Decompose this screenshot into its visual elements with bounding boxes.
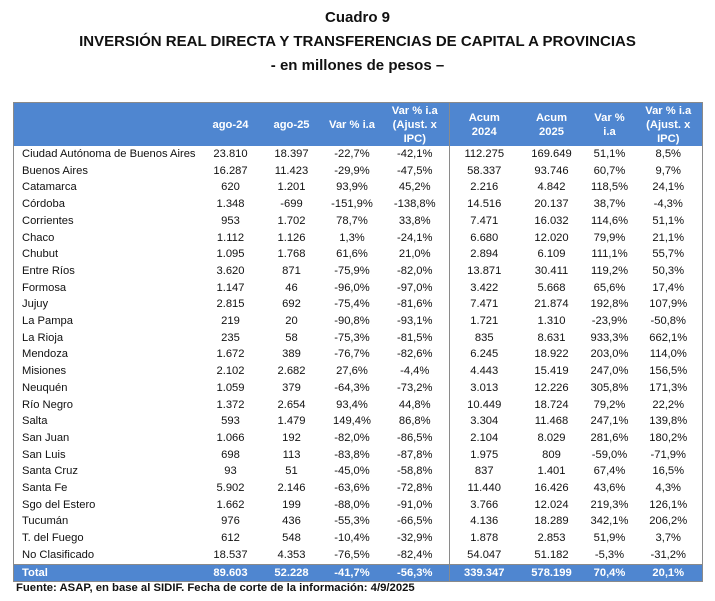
cell-acum-var-ia: 51,9% — [593, 532, 626, 545]
cell-var-ia-ipc: -24,1% — [397, 231, 433, 244]
cell-acum-var-ia: 118,5% — [590, 181, 629, 194]
cell-acum-2024: 3.304 — [450, 413, 519, 430]
cell-acum-var-ia: 119,2% — [590, 264, 629, 277]
cell-acum-2024: 3.766 — [450, 497, 519, 514]
cell-acum-2025: 20.137 — [534, 198, 569, 211]
cell-acum-var-ia-ipc: 51,1% — [652, 214, 685, 227]
cell-acum-var-ia: 203,0% — [590, 348, 629, 361]
cell-acum-2024: 2.216 — [450, 179, 519, 196]
total-row — [14, 564, 703, 581]
cell-var-ia-ipc: -93,1% — [397, 315, 433, 328]
province-name: Misiones — [22, 365, 67, 378]
cell-var-ia-ipc: 21,0% — [398, 248, 431, 261]
province-name: La Pampa — [22, 315, 73, 328]
cell-acum-var-ia-ipc: 21,1% — [652, 231, 685, 244]
cell-acum-var-ia: -59,0% — [591, 448, 628, 461]
total-acum-var-ia: 70,4% — [585, 564, 635, 581]
cell-var-ia: 27,6% — [336, 365, 368, 378]
cell-acum-var-ia-ipc: 139,8% — [649, 415, 688, 428]
column-header-acum-var-ia — [585, 103, 635, 147]
cell-var-ia-ipc: -66,5% — [397, 515, 433, 528]
province-name: T. del Fuego — [22, 532, 84, 545]
cell-acum-var-ia: 305,8% — [590, 381, 629, 394]
column-header-line1: Var % i.a — [391, 104, 438, 117]
column-header-var-ia-ipc — [381, 103, 450, 147]
cell-ago-24: 1.112 — [216, 231, 245, 244]
cell-ago-25: 871 — [282, 264, 301, 277]
cell-ago-25: 4.353 — [277, 548, 306, 561]
province-name: Buenos Aires — [22, 164, 88, 177]
total-acum-var-ia-ipc: 20,1% — [635, 564, 703, 581]
column-header-line1: Var % — [594, 111, 625, 124]
province-name: Salta — [22, 415, 48, 428]
cell-acum-var-ia: 114,6% — [590, 214, 629, 227]
total-ago-24: 89.603 — [202, 564, 260, 581]
cell-ago-24: 2.815 — [216, 298, 245, 311]
cell-var-ia: -55,3% — [334, 515, 370, 528]
cell-var-ia: -75,4% — [334, 298, 370, 311]
cell-var-ia-ipc: 33,8% — [398, 214, 431, 227]
cuadro-number: Cuadro 9 — [324, 9, 390, 26]
cell-ago-24: 1.066 — [216, 431, 245, 444]
cell-ago-24: 23.810 — [213, 148, 248, 160]
cell-ago-24: 612 — [221, 532, 240, 545]
cell-acum-2025: 12.020 — [534, 231, 569, 244]
cell-acum-2025: 8.029 — [537, 431, 566, 444]
column-header-line1: Var % i.a — [645, 104, 692, 117]
table-row — [14, 530, 703, 547]
cell-var-ia-ipc: -82,4% — [397, 548, 433, 561]
table-row — [14, 363, 703, 380]
cell-var-ia: -90,8% — [334, 315, 370, 328]
cell-acum-2025: 51.182 — [534, 548, 569, 561]
table-row — [14, 497, 703, 514]
cell-acum-var-ia-ipc: -50,8% — [650, 315, 686, 328]
province-name: Mendoza — [22, 348, 69, 361]
table-row — [14, 263, 703, 280]
cell-acum-2025: 15.419 — [534, 365, 569, 378]
cell-acum-2025: 11.468 — [534, 415, 569, 428]
table-row — [14, 447, 703, 464]
column-header-line1: Var % i.a — [328, 118, 376, 131]
province-name: Río Negro — [22, 398, 73, 411]
total-var-ia-ipc: -56,3% — [381, 564, 450, 581]
cell-acum-2025: 30.411 — [534, 264, 569, 277]
cell-acum-2025: 93.746 — [534, 164, 569, 177]
cell-ago-25: 1.479 — [277, 415, 306, 428]
cell-var-ia-ipc: -86,5% — [397, 431, 433, 444]
cell-acum-var-ia: 342,1% — [590, 515, 629, 528]
table-row — [14, 380, 703, 397]
cell-ago-25: 1.201 — [277, 181, 306, 194]
cell-acum-var-ia-ipc: 55,7% — [652, 248, 685, 261]
total-acum-2025: 578.199 — [519, 564, 585, 581]
cell-ago-24: 1.348 — [216, 198, 245, 211]
table-row — [14, 463, 703, 480]
cell-acum-2024: 835 — [450, 330, 519, 347]
cell-acum-2025: 1.401 — [537, 465, 566, 478]
cell-ago-25: 2.146 — [277, 482, 306, 495]
column-header-line1: ago-24 — [212, 118, 249, 131]
cell-acum-2024: 2.894 — [450, 246, 519, 263]
province-name: No Clasificado — [22, 548, 95, 561]
cell-acum-2025: 18.289 — [534, 515, 569, 528]
cell-var-ia-ipc: -72,8% — [397, 482, 433, 495]
cell-acum-var-ia: 247,0% — [590, 365, 629, 378]
cell-ago-24: 18.537 — [213, 548, 248, 561]
province-name: Jujuy — [22, 298, 49, 311]
cell-acum-2025: 6.109 — [537, 248, 566, 261]
cell-acum-var-ia: -23,9% — [591, 315, 628, 328]
cell-ago-25: 1.126 — [277, 231, 306, 244]
province-name: Corrientes — [22, 214, 74, 227]
cell-acum-2024: 3.422 — [450, 280, 519, 297]
cell-acum-var-ia-ipc: 171,3% — [649, 381, 688, 394]
cell-ago-25: 692 — [282, 298, 301, 311]
table-row — [14, 547, 703, 564]
cell-acum-2025: 1.310 — [537, 315, 566, 328]
table-title: INVERSIÓN REAL DIRECTA Y TRANSFERENCIAS DE CAPITAL A PROVINCIAS — [79, 33, 636, 50]
cell-ago-25: 2.654 — [277, 398, 306, 411]
cell-acum-2024: 11.440 — [450, 480, 519, 497]
cell-var-ia-ipc: 44,8% — [398, 398, 431, 411]
cell-var-ia-ipc: -42,1% — [397, 148, 433, 160]
cell-acum-var-ia-ipc: 9,7% — [655, 164, 681, 177]
table-row — [14, 280, 703, 297]
cell-acum-2025: 2.853 — [537, 532, 566, 545]
total-acum-2024: 339.347 — [450, 564, 519, 581]
province-name: Neuquén — [22, 381, 68, 394]
province-name: Santa Fe — [22, 482, 68, 495]
cell-acum-2024: 2.104 — [450, 430, 519, 447]
cell-acum-2025: 5.668 — [537, 281, 566, 294]
cell-ago-24: 593 — [221, 415, 240, 428]
cell-acum-2025: 16.032 — [534, 214, 569, 227]
source-note: Fuente: ASAP, en base al SIDIF. Fecha de corte de la información: 4/9/2025 — [16, 582, 415, 594]
cell-ago-25: 192 — [282, 431, 301, 444]
cell-ago-24: 3.620 — [216, 264, 245, 277]
cell-acum-2024: 4.136 — [450, 513, 519, 530]
cell-var-ia-ipc: -32,9% — [397, 532, 433, 545]
cell-acum-var-ia-ipc: 50,3% — [652, 264, 685, 277]
cell-var-ia-ipc: -58,8% — [397, 465, 433, 478]
province-name: Santa Cruz — [22, 465, 78, 478]
cell-acum-2025: 4.842 — [537, 181, 566, 194]
cell-ago-25: 548 — [282, 532, 301, 545]
cell-ago-25: 46 — [285, 281, 298, 294]
cell-ago-24: 1.059 — [216, 381, 245, 394]
table-row — [14, 397, 703, 414]
table-row — [14, 346, 703, 363]
cell-acum-2025: 12.226 — [534, 381, 569, 394]
column-header-acum-2025 — [519, 103, 585, 147]
table-subtitle: - en millones de pesos – — [270, 57, 445, 74]
cell-acum-var-ia-ipc: 180,2% — [649, 431, 688, 444]
cell-ago-25: 1.702 — [277, 214, 306, 227]
cell-ago-24: 1.372 — [216, 398, 245, 411]
cell-var-ia-ipc: -138,8% — [393, 198, 436, 211]
cell-ago-25: 113 — [282, 448, 301, 461]
province-name: Chaco — [22, 231, 55, 244]
table-row — [14, 230, 703, 247]
column-header-province — [14, 103, 202, 147]
cell-acum-var-ia: 65,6% — [593, 281, 626, 294]
cell-var-ia: 78,7% — [336, 214, 368, 227]
cell-ago-24: 620 — [221, 181, 240, 194]
cell-ago-24: 235 — [221, 331, 240, 344]
cell-ago-24: 1.147 — [216, 281, 245, 294]
cell-acum-2025: 8.631 — [537, 331, 566, 344]
cell-ago-25: -699 — [280, 198, 303, 211]
cell-acum-var-ia-ipc: 3,7% — [655, 532, 681, 545]
column-header-var-ia — [324, 103, 381, 147]
cell-ago-24: 698 — [221, 448, 240, 461]
cell-ago-24: 5.902 — [216, 482, 245, 495]
table-row — [14, 296, 703, 313]
cell-acum-var-ia-ipc: 24,1% — [652, 181, 685, 194]
province-name: Tucumán — [22, 515, 69, 528]
cell-var-ia: -22,7% — [334, 148, 370, 160]
column-header-acum-var-ia-ipc — [635, 103, 703, 147]
cell-var-ia: 93,4% — [336, 398, 368, 411]
cell-var-ia: -88,0% — [334, 498, 370, 511]
cell-ago-24: 1.672 — [216, 348, 245, 361]
cell-acum-2024: 14.516 — [450, 196, 519, 213]
cell-var-ia: -75,3% — [334, 331, 370, 344]
total-var-ia: -41,7% — [324, 564, 381, 581]
cell-acum-var-ia: 247,1% — [590, 415, 629, 428]
cell-ago-24: 219 — [221, 315, 240, 328]
province-name: Entre Ríos — [22, 264, 75, 277]
table-row — [14, 313, 703, 330]
table-row — [14, 179, 703, 196]
cell-acum-var-ia-ipc: 156,5% — [649, 365, 688, 378]
titles — [0, 6, 715, 78]
table-body — [14, 146, 703, 581]
cell-acum-var-ia-ipc: 17,4% — [652, 281, 685, 294]
cell-ago-25: 436 — [282, 515, 301, 528]
province-name: San Luis — [22, 448, 66, 461]
cell-ago-25: 389 — [282, 348, 301, 361]
cell-var-ia: -64,3% — [334, 381, 370, 394]
cell-var-ia-ipc: 45,2% — [398, 181, 431, 194]
cell-var-ia: 149,4% — [333, 415, 371, 428]
cell-acum-var-ia-ipc: -31,2% — [650, 548, 686, 561]
province-name: Formosa — [22, 281, 67, 294]
cell-acum-var-ia: 281,6% — [590, 431, 629, 444]
cell-acum-2024: 112.275 — [450, 146, 519, 163]
cell-var-ia: -96,0% — [334, 281, 370, 294]
cell-acum-var-ia: 67,4% — [593, 465, 626, 478]
cell-acum-var-ia: 51,1% — [593, 148, 626, 160]
cell-var-ia: -82,0% — [334, 431, 370, 444]
cell-var-ia-ipc: -73,2% — [397, 381, 433, 394]
cell-acum-var-ia-ipc: -71,9% — [650, 448, 686, 461]
cell-acum-var-ia: 60,7% — [593, 164, 626, 177]
cell-var-ia: -45,0% — [334, 465, 370, 478]
column-header-line2: (Ajust. x IPC) — [392, 118, 437, 145]
table-row — [14, 163, 703, 180]
table-row — [14, 413, 703, 430]
cell-ago-24: 1.662 — [216, 498, 245, 511]
cell-var-ia-ipc: -81,6% — [397, 298, 433, 311]
province-name: Sgo del Estero — [22, 498, 96, 511]
cell-ago-24: 2.102 — [216, 365, 245, 378]
cell-acum-2024: 6.245 — [450, 346, 519, 363]
cell-acum-2024: 3.013 — [450, 380, 519, 397]
cell-ago-25: 379 — [282, 381, 301, 394]
cell-ago-25: 18.397 — [274, 148, 309, 160]
cell-acum-2024: 837 — [450, 463, 519, 480]
cell-acum-var-ia-ipc: 4,3% — [655, 482, 681, 495]
cell-acum-2024: 4.443 — [450, 363, 519, 380]
total-ago-25: 52.228 — [260, 564, 324, 581]
cell-acum-var-ia: 38,7% — [593, 198, 626, 211]
province-name: Chubut — [22, 248, 59, 261]
cell-var-ia: -75,9% — [334, 264, 370, 277]
column-header-line1: Acum — [468, 111, 500, 124]
cell-ago-24: 93 — [224, 465, 237, 478]
table-row — [14, 330, 703, 347]
total-label: Total — [14, 564, 202, 581]
cell-acum-2024: 1.721 — [450, 313, 519, 330]
cell-acum-2025: 809 — [542, 448, 561, 461]
cell-var-ia: 61,6% — [336, 248, 368, 261]
cell-var-ia-ipc: -87,8% — [397, 448, 433, 461]
cell-acum-var-ia-ipc: 126,1% — [649, 498, 688, 511]
province-name: Catamarca — [22, 181, 77, 194]
column-header-ago-24 — [202, 103, 260, 147]
cell-ago-25: 58 — [285, 331, 298, 344]
column-header-line1: ago-25 — [273, 118, 310, 131]
province-name: Ciudad Autónoma de Buenos Aires — [22, 148, 196, 160]
cell-acum-2024: 58.337 — [450, 163, 519, 180]
cell-acum-var-ia-ipc: 662,1% — [649, 331, 688, 344]
cell-var-ia: -83,8% — [334, 448, 370, 461]
cell-ago-24: 976 — [221, 515, 240, 528]
cell-ago-25: 11.423 — [274, 164, 309, 177]
column-header-line2: 2024 — [471, 125, 497, 138]
cell-acum-2025: 16.426 — [534, 482, 569, 495]
cell-acum-var-ia: 111,1% — [591, 248, 628, 261]
table-row — [14, 146, 703, 163]
cell-acum-var-ia: 79,9% — [593, 231, 626, 244]
cell-acum-2025: 18.724 — [534, 398, 569, 411]
cell-var-ia-ipc: -81,5% — [397, 331, 433, 344]
table-row — [14, 213, 703, 230]
table-row — [14, 480, 703, 497]
column-header-line2: i.a — [603, 125, 616, 138]
cell-acum-var-ia: 219,3% — [590, 498, 629, 511]
cell-acum-var-ia: 933,3% — [590, 331, 629, 344]
cell-var-ia-ipc: -47,5% — [397, 164, 433, 177]
cell-var-ia-ipc: -82,0% — [397, 264, 433, 277]
cell-ago-25: 199 — [282, 498, 301, 511]
column-header-line1: Acum — [535, 111, 568, 124]
header-row — [14, 103, 703, 147]
cell-var-ia: -29,9% — [334, 164, 370, 177]
cell-acum-var-ia-ipc: 8,5% — [655, 148, 681, 160]
cell-var-ia-ipc: -97,0% — [397, 281, 433, 294]
table-row — [14, 513, 703, 530]
cell-acum-2024: 6.680 — [450, 230, 519, 247]
cell-ago-25: 2.682 — [277, 365, 306, 378]
cell-acum-var-ia: 43,6% — [593, 482, 626, 495]
cell-var-ia: -151,9% — [331, 198, 373, 211]
cell-acum-var-ia-ipc: 16,5% — [652, 465, 685, 478]
cell-acum-2025: 169.649 — [531, 148, 572, 160]
cell-var-ia: -76,7% — [334, 348, 370, 361]
cell-var-ia-ipc: -91,0% — [397, 498, 433, 511]
cell-acum-2024: 1.878 — [450, 530, 519, 547]
column-header-acum-2024 — [450, 103, 519, 147]
cell-acum-2025: 21.874 — [534, 298, 569, 311]
cell-var-ia: 1,3% — [339, 231, 365, 244]
cell-ago-25: 51 — [285, 465, 298, 478]
cell-ago-24: 953 — [221, 214, 240, 227]
cell-ago-24: 16.287 — [213, 164, 248, 177]
column-header-line2: (Ajust. x IPC) — [646, 118, 691, 145]
table-row — [14, 430, 703, 447]
table-row — [14, 246, 703, 263]
cell-acum-2025: 18.922 — [534, 348, 569, 361]
cell-acum-var-ia: 192,8% — [590, 298, 629, 311]
cell-var-ia: 93,9% — [336, 181, 368, 194]
cell-var-ia-ipc: -4,4% — [400, 365, 430, 378]
cell-ago-25: 20 — [285, 315, 298, 328]
province-name: Córdoba — [22, 198, 65, 211]
cell-acum-2024: 54.047 — [450, 547, 519, 564]
cell-acum-2024: 7.471 — [450, 213, 519, 230]
cell-ago-25: 1.768 — [277, 248, 306, 261]
cell-acum-var-ia-ipc: 107,9% — [649, 298, 688, 311]
cell-acum-2024: 13.871 — [450, 263, 519, 280]
table-row — [14, 196, 703, 213]
cell-acum-var-ia-ipc: 114,0% — [649, 348, 687, 361]
cell-acum-var-ia-ipc: -4,3% — [653, 198, 683, 211]
cell-acum-2025: 12.024 — [534, 498, 569, 511]
cell-var-ia: -76,5% — [334, 548, 370, 561]
cell-var-ia: -63,6% — [334, 482, 370, 495]
cell-acum-var-ia: 79,2% — [593, 398, 626, 411]
cell-acum-var-ia: -5,3% — [594, 548, 625, 561]
cell-var-ia-ipc: 86,8% — [398, 415, 431, 428]
cell-acum-2024: 7.471 — [450, 296, 519, 313]
column-header-line2: 2025 — [539, 125, 564, 138]
cell-acum-var-ia-ipc: 206,2% — [649, 515, 688, 528]
cell-ago-24: 1.095 — [216, 248, 245, 261]
cell-acum-2024: 1.975 — [450, 447, 519, 464]
column-header-ago-25 — [260, 103, 324, 147]
province-name: San Juan — [22, 431, 70, 444]
cell-var-ia-ipc: -82,6% — [397, 348, 433, 361]
cell-acum-var-ia-ipc: 22,2% — [652, 398, 685, 411]
cell-acum-2024: 10.449 — [450, 397, 519, 414]
provinces-table — [13, 102, 703, 582]
cell-var-ia: -10,4% — [334, 532, 370, 545]
province-name: La Rioja — [22, 331, 64, 344]
